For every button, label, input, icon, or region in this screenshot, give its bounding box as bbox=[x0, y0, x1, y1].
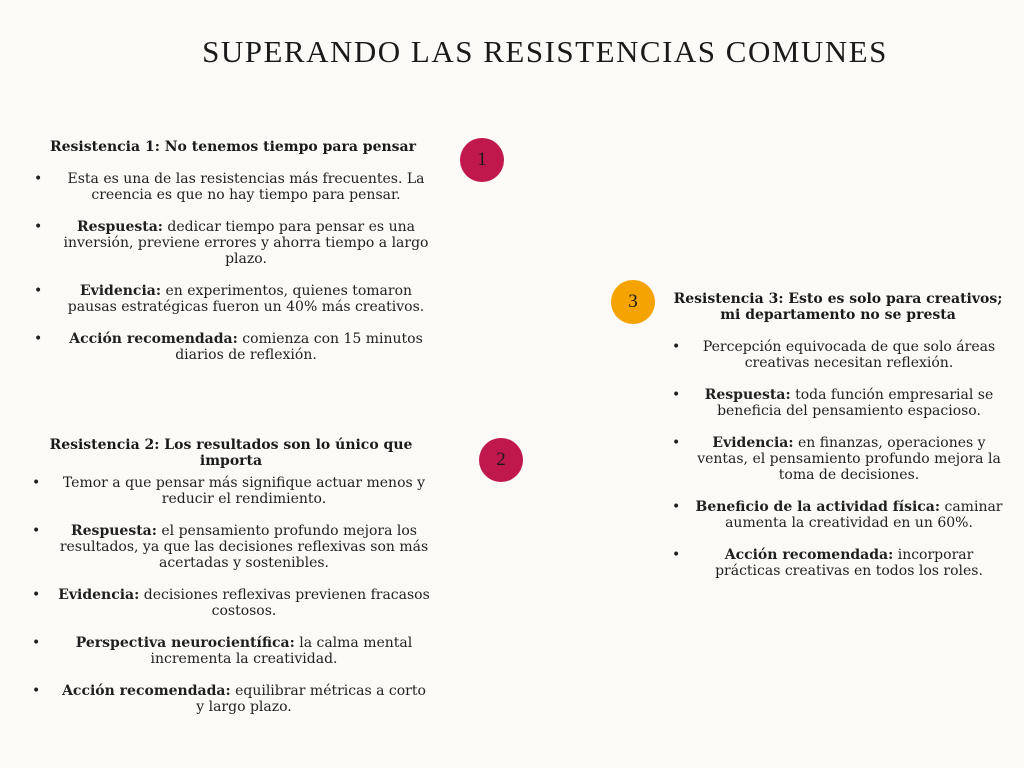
bullet-item: • Evidencia: en experimentos, quienes tomaron pausas estratégicas fueron un 40% más creativos. bbox=[32, 283, 434, 315]
badge-2: 2 bbox=[479, 438, 523, 482]
resistance-1-heading: Resistencia 1: No tenemos tiempo para pensar bbox=[49, 139, 417, 155]
resistance-3-list bbox=[670, 339, 1006, 579]
resistance-2-section bbox=[30, 437, 432, 715]
resistance-1-section bbox=[32, 139, 434, 363]
bullet-item: • Percepción equivocada de que solo áreas creativas necesitan reflexión. bbox=[670, 339, 1006, 371]
badge-3: 3 bbox=[611, 280, 655, 324]
badge-1: 1 bbox=[460, 138, 504, 182]
bullet-item: • Acción recomendada: incorporar prácticas creativas en todos los roles. bbox=[670, 547, 1006, 579]
bullet-item: • Temor a que pensar más signifique actuar menos y reducir el rendimiento. bbox=[30, 475, 432, 507]
bullet-item: • Beneficio de la actividad física: caminar aumenta la creatividad en un 60%. bbox=[670, 499, 1006, 531]
bullet-item: • Perspectiva neurocientífica: la calma mental incrementa la creatividad. bbox=[30, 635, 432, 667]
bullet-item: • Acción recomendada: equilibrar métricas a corto y largo plazo. bbox=[30, 683, 432, 715]
resistance-3-section bbox=[670, 291, 1006, 579]
page-title: SUPERANDO LAS RESISTENCIAS COMUNES bbox=[202, 34, 888, 69]
resistance-2-list bbox=[30, 475, 432, 715]
bullet-item: • Respuesta: dedicar tiempo para pensar es una inversión, previene errores y ahorra tiempo a largo plazo. bbox=[32, 219, 434, 267]
resistance-2-heading: Resistencia 2: Los resultados son lo único que importa bbox=[49, 437, 413, 469]
bullet-item: • Evidencia: en finanzas, operaciones y ventas, el pensamiento profundo mejora la toma de decisiones. bbox=[670, 435, 1006, 483]
bullet-item: • Acción recomendada: comienza con 15 minutos diarios de reflexión. bbox=[32, 331, 434, 363]
resistance-1-list bbox=[32, 171, 434, 363]
bullet-item: • Respuesta: el pensamiento profundo mejora los resultados, ya que las decisiones reflexivas son más acertadas y sostenibles. bbox=[30, 523, 432, 571]
resistance-3-heading: Resistencia 3: Esto es solo para creativos; mi departamento no se presta bbox=[673, 291, 1003, 323]
bullet-item: • Respuesta: toda función empresarial se beneficia del pensamiento espacioso. bbox=[670, 387, 1006, 419]
bullet-item: • Esta es una de las resistencias más frecuentes. La creencia es que no hay tiempo para pensar. bbox=[32, 171, 434, 203]
bullet-item: • Evidencia: decisiones reflexivas previenen fracasos costosos. bbox=[30, 587, 432, 619]
